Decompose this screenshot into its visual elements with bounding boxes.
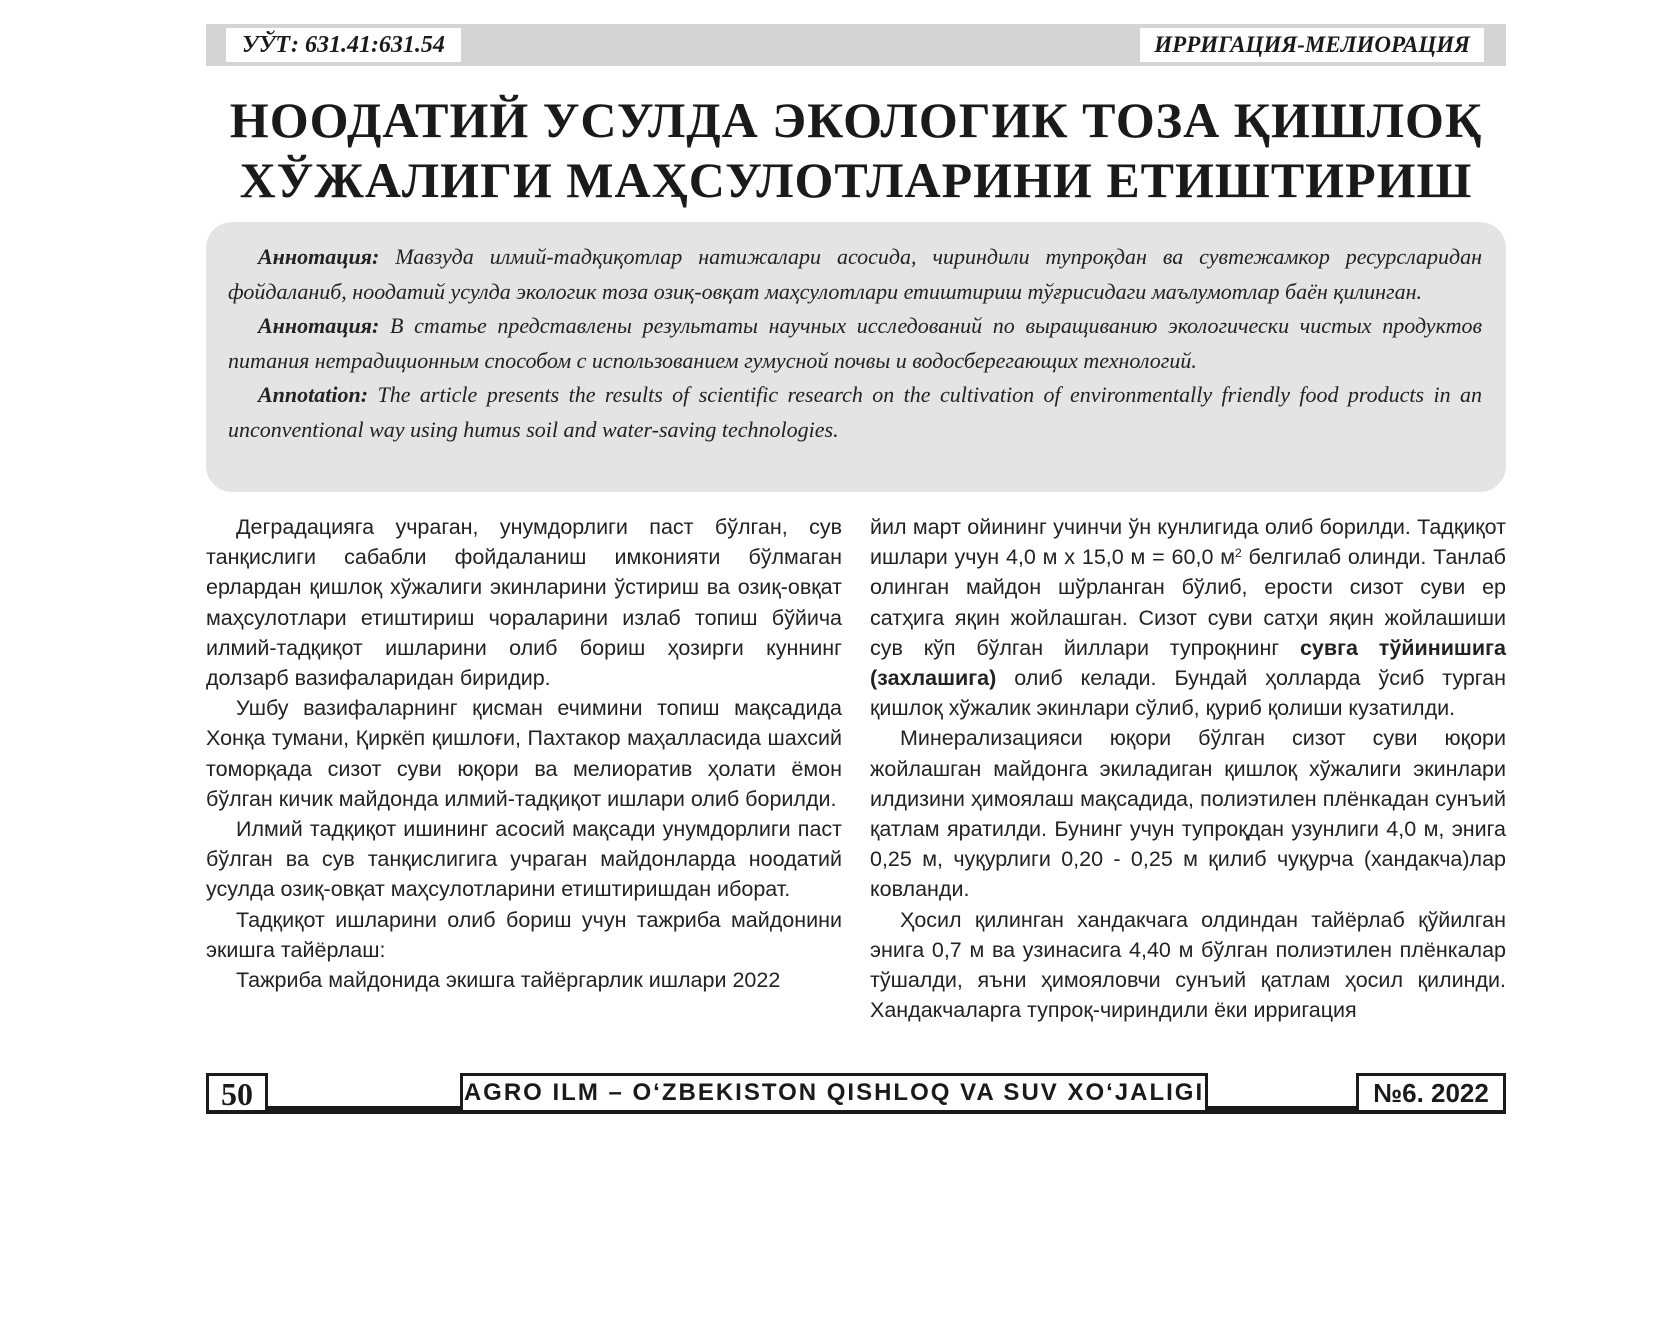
left-column — [206, 512, 842, 995]
abstract-russian-label: Аннотация: — [258, 313, 380, 338]
body-paragraph: Илмий тадқиқот ишининг асосий мақсади унумдорлиги паст бўлган ва сув танқислигига учраган майдонларда ноодатий усулда озиқ-овқат маҳсулотларини етиштиришдан иборат. — [206, 817, 842, 902]
body-paragraph: Минерализацияси юқори бўлган сизот суви юқори жойлашган майдонга экиладиган қишлоқ хўжалиги экинлари илдизини ҳимоялаш мақсадида, полиэтилен плёнкадан сунъий қатлам яратилди. Бунинг учун тупроқдан узунлиги 4,0 м, энига 0,25 м, чуқурлиги 0,20 - 0,25 м қилиб чуқурча (хандакча)лар ковланди. — [870, 726, 1506, 902]
abstract-box — [206, 222, 1506, 492]
body-paragraph: йил март ойининг учинчи ўн кунлигида олиб борилди. Тадқиқот ишлари учун 4,0 м х 15,0 м = 60,0 $м^2$ белгилаб олинди. Танлаб олинган майдон шўрланган бўлиб, ерости сизот суви ер сатҳига яқин жойлашган. Сизот суви сатҳи яқин жойлашиши сув кўп бўлган йиллари тупроқнинг сувга тўйинишига (захлашига) олиб келади. Бундай ҳолларда ўсиб турган қишлоқ хўжалик экинлари сўлиб, қуриб қолиши кузатилди. — [870, 515, 1506, 721]
bold-term: сувга тўйинишига (захлашига) — [870, 635, 1506, 691]
page-number: 50 — [206, 1073, 268, 1113]
abstract-uzbek-text: Мавзуда илмий-тадқиқотлар натижалари асосида, чириндили тупроқдан ва сувтежамкор ресурсларидан фойдаланиб, ноодатий усулда экологик тоза озиқ-овқат маҳсулотлари етиштириш тўғрисидаги маълумотлар баён қилинган. — [228, 244, 1483, 304]
abstract-english-text: The article presents the results of scientific research on the cultivation of environmentally friendly food products in an unconventional way using humus soil and water-saving technologies. — [228, 382, 1483, 442]
section-label: ИРРИГАЦИЯ-МЕЛИОРАЦИЯ — [1140, 28, 1484, 62]
body-paragraph: Ҳосил қилинган хандакчага олдиндан тайёрлаб қўйилган энига 0,7 м ва узинасига 4,40 м бўлган полиэтилен плёнкалар тўшалди, яъни ҳимояловчи сунъий қатлам ҳосил қилинди. Хандакчаларга тупроқ-чириндили ёки ирригация — [870, 907, 1506, 1023]
right-column — [870, 512, 1506, 1025]
journal-name: AGRO ILM – O‘ZBEKISTON QISHLOQ VA SUV XO‘JALIGI — [460, 1073, 1208, 1113]
article-body — [206, 512, 1506, 1057]
footer-bar — [206, 1073, 1506, 1121]
body-paragraph: Тадқиқот ишларини олиб бориш учун тажриба майдонини экишга тайёрлаш: — [206, 907, 842, 962]
superscript: 2 — [1235, 546, 1242, 561]
abstract-russian-text: В статье представлены результаты научных исследований по выращиванию экологически чистых продуктов питания нетрадиционным способом с использованием гумусной почвы и водосберегающих технологий. — [228, 313, 1483, 373]
abstract-uzbek — [228, 240, 1482, 309]
title-line-2: ХЎЖАЛИГИ МАҲСУЛОТЛАРИНИ ЕТИШТИРИШ — [239, 152, 1473, 208]
abstract-russian — [228, 309, 1482, 378]
article-title — [206, 90, 1506, 210]
title-line-1: НООДАТИЙ УСУЛДА ЭКОЛОГИК ТОЗА ҚИШЛОҚ — [229, 92, 1483, 148]
body-paragraph: Ушбу вазифаларнинг қисман ечимини топиш мақсадида Хонқа тумани, Қиркёп қишлоғи, Пахтакор маҳалласида шахсий томорқада сизот суви юқори ва мелиоратив ҳолати ёмон бўлган кичик майдонда илмий-тадқиқот ишлари олиб борилди. — [206, 696, 842, 811]
abstract-uzbek-label: Аннотация: — [258, 244, 380, 269]
abstract-english — [228, 378, 1482, 447]
header-bar — [206, 24, 1506, 66]
abstract-english-label: Annotation: — [258, 382, 369, 407]
body-paragraph: Деградацияга учраган, унумдорлиги паст бўлган, сув танқислиги сабабли фойдаланиш имконияти бўлмаган ерлардан қишлоқ хўжалиги экинларини ўстириш ва озиқ-овқат маҳсулотлари етиштириш чораларини излаб топиш бўйича илмий-тадқиқот ишларини олиб бориш ҳозирги куннинг долзарб вазифаларидан биридир. — [206, 515, 842, 691]
body-paragraph: Тажриба майдонида экишга тайёргарлик ишлари 2022 — [236, 968, 781, 993]
udc-code: УЎТ: 631.41:631.54 — [226, 28, 461, 62]
issue-number: №6. 2022 — [1356, 1073, 1506, 1113]
